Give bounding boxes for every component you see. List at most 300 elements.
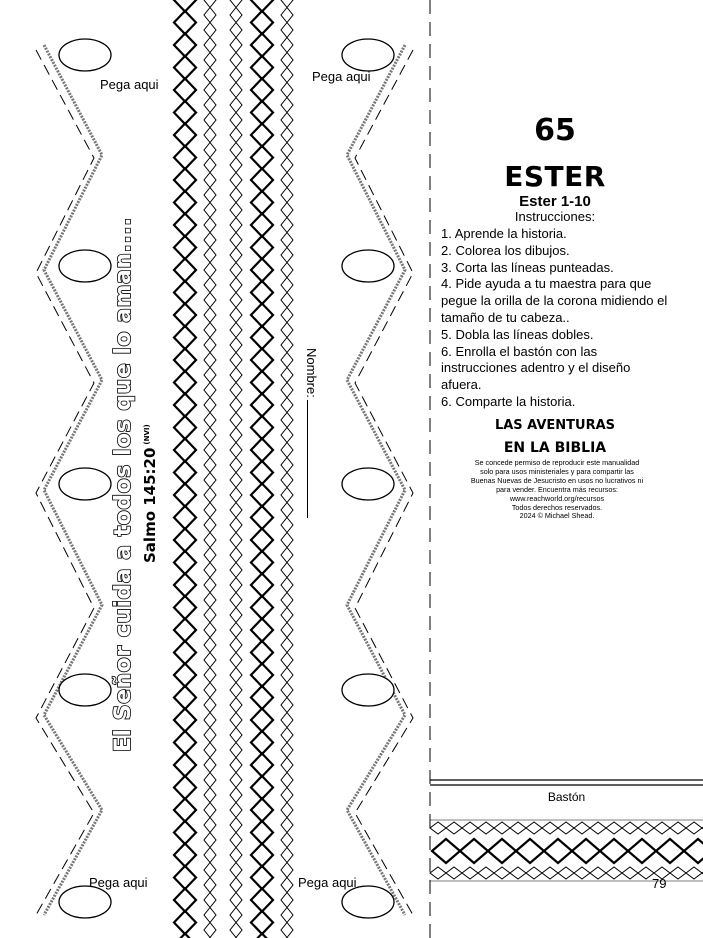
border-diamond [281, 773, 293, 788]
border-diamond [446, 822, 462, 834]
border-diamond [686, 822, 702, 834]
border-diamond [204, 893, 216, 908]
border-diamond [230, 188, 242, 203]
border-diamond [204, 203, 216, 218]
staff-label: Bastón [547, 790, 586, 804]
border-diamond [204, 143, 216, 158]
border-diamond [251, 686, 273, 709]
border-diamond [251, 641, 273, 664]
border-diamond [230, 563, 242, 578]
crown-border-small [281, 0, 293, 938]
border-diamond [251, 461, 273, 484]
border-diamond [174, 146, 196, 169]
glue-oval [342, 674, 394, 706]
border-diamond [281, 398, 293, 413]
border-diamond [204, 713, 216, 728]
border-diamond [230, 143, 242, 158]
border-diamond [204, 113, 216, 128]
border-diamond [281, 833, 293, 848]
border-diamond [204, 608, 216, 623]
border-diamond [590, 867, 606, 879]
border-diamond [462, 867, 478, 879]
permission-line: Se concede permiso de reproducir este manualidad [474, 458, 640, 467]
border-diamond [230, 533, 242, 548]
border-diamond [174, 124, 196, 147]
brand-line-1: LAS AVENTURAS [494, 418, 616, 433]
border-diamond [462, 822, 478, 834]
border-diamond [204, 218, 216, 233]
border-diamond [174, 574, 196, 597]
border-diamond [204, 413, 216, 428]
glue-oval [59, 674, 111, 706]
border-diamond [510, 822, 526, 834]
border-diamond [281, 458, 293, 473]
border-diamond [251, 439, 273, 462]
border-diamond [281, 503, 293, 518]
permission-line: Buenas Nuevas de Jesucristo en usos no lucrativos ni [470, 475, 644, 485]
border-diamond [281, 383, 293, 398]
border-diamond [204, 728, 216, 743]
glue-oval [342, 886, 394, 918]
border-diamond [174, 911, 196, 934]
border-diamond [281, 878, 293, 893]
border-diamond [251, 664, 273, 687]
border-diamond [174, 214, 196, 237]
border-diamond [251, 799, 273, 822]
border-diamond [251, 191, 273, 214]
border-diamond [251, 79, 273, 102]
border-diamond [174, 326, 196, 349]
instruction-item: 5. Dobla las líneas dobles. [441, 326, 594, 342]
border-diamond [204, 443, 216, 458]
border-diamond [204, 788, 216, 803]
border-diamond [204, 23, 216, 38]
border-diamond [251, 709, 273, 732]
border-diamond [230, 308, 242, 323]
border-diamond [230, 353, 242, 368]
border-diamond [230, 293, 242, 308]
border-diamond [174, 731, 196, 754]
border-diamond [542, 867, 558, 879]
border-diamond [230, 908, 242, 923]
border-diamond [230, 383, 242, 398]
border-diamond [204, 398, 216, 413]
border-diamond [230, 98, 242, 113]
border-diamond [204, 353, 216, 368]
border-diamond [281, 653, 293, 668]
border-diamond [432, 839, 460, 863]
border-diamond [204, 8, 216, 23]
border-diamond [670, 867, 686, 879]
border-diamond [590, 822, 606, 834]
border-diamond [281, 308, 293, 323]
border-diamond [281, 563, 293, 578]
border-diamond [686, 867, 702, 879]
border-diamond [204, 743, 216, 758]
crown-border-large [174, 0, 196, 938]
border-diamond [281, 473, 293, 488]
border-diamond [204, 158, 216, 173]
border-diamond [572, 839, 600, 863]
border-diamond [281, 0, 293, 8]
border-diamond [251, 551, 273, 574]
lesson-reference: Ester 1-10 [519, 193, 591, 210]
border-diamond [606, 822, 622, 834]
border-diamond [204, 248, 216, 263]
border-diamond [204, 278, 216, 293]
border-diamond [204, 518, 216, 533]
glue-oval [59, 250, 111, 282]
border-diamond [204, 653, 216, 668]
border-diamond [251, 281, 273, 304]
border-diamond [204, 83, 216, 98]
border-diamond [204, 698, 216, 713]
border-diamond [204, 308, 216, 323]
border-diamond [230, 218, 242, 233]
border-diamond [230, 638, 242, 653]
border-diamond [230, 443, 242, 458]
crown-border-small [204, 0, 216, 938]
border-diamond [281, 278, 293, 293]
border-diamond [281, 683, 293, 698]
border-diamond [281, 353, 293, 368]
permission-line: www.reachworld.org/recursos [509, 493, 605, 503]
border-diamond [251, 146, 273, 169]
border-diamond [281, 263, 293, 278]
instructions-list [441, 226, 673, 411]
border-diamond [174, 664, 196, 687]
name-blank-line[interactable] [307, 400, 308, 518]
border-diamond [558, 822, 574, 834]
border-diamond [174, 776, 196, 799]
border-diamond [204, 503, 216, 518]
border-diamond [174, 709, 196, 732]
border-diamond [251, 371, 273, 394]
border-diamond [281, 113, 293, 128]
glue-oval [342, 39, 394, 71]
border-diamond [281, 428, 293, 443]
verse-ref-text: Salmo 145:20 [141, 447, 159, 563]
instruction-item: 6. Comparte la historia. [441, 393, 576, 409]
border-diamond [281, 848, 293, 863]
border-diamond [174, 34, 196, 57]
border-diamond [281, 368, 293, 383]
border-diamond [174, 416, 196, 439]
border-diamond [251, 326, 273, 349]
border-diamond [251, 236, 273, 259]
border-diamond [281, 548, 293, 563]
border-diamond [670, 822, 686, 834]
border-diamond [654, 822, 670, 834]
border-diamond [230, 278, 242, 293]
border-diamond [281, 743, 293, 758]
border-diamond [478, 867, 494, 879]
border-diamond [281, 248, 293, 263]
border-diamond [174, 11, 196, 34]
border-diamond [251, 506, 273, 529]
border-diamond [230, 8, 242, 23]
border-diamond [204, 908, 216, 923]
border-diamond [230, 818, 242, 833]
permission-notice [444, 459, 670, 521]
border-diamond [251, 529, 273, 552]
border-diamond [230, 803, 242, 818]
border-diamond [204, 0, 216, 8]
border-diamond [430, 867, 446, 879]
border-diamond [251, 416, 273, 439]
border-diamond [281, 533, 293, 548]
border-diamond [230, 458, 242, 473]
border-diamond [251, 866, 273, 889]
crown-border-large [251, 0, 273, 938]
instruction-item: 4. Pide ayuda a tu maestra para que pegue la orilla de la corona midiendo el tamaño de tu cabeza.. [441, 276, 668, 325]
border-diamond [281, 728, 293, 743]
border-diamond [174, 439, 196, 462]
border-diamond [230, 428, 242, 443]
border-diamond [251, 259, 273, 282]
border-diamond [281, 98, 293, 113]
border-diamond [281, 293, 293, 308]
border-diamond [174, 686, 196, 709]
border-diamond [204, 878, 216, 893]
permission-line: 2024 © Michael Shead. [519, 511, 595, 521]
border-diamond [204, 458, 216, 473]
staff-border-small [430, 822, 703, 834]
border-diamond [174, 461, 196, 484]
border-diamond [251, 56, 273, 79]
page-number: 79 [652, 876, 667, 891]
border-diamond [174, 169, 196, 192]
border-diamond [516, 839, 544, 863]
border-diamond [251, 844, 273, 867]
border-diamond [281, 608, 293, 623]
border-diamond [251, 889, 273, 912]
border-diamond [230, 578, 242, 593]
border-diamond [230, 713, 242, 728]
border-diamond [281, 188, 293, 203]
border-diamond [606, 867, 622, 879]
border-diamond [204, 263, 216, 278]
border-diamond [230, 413, 242, 428]
border-diamond [251, 11, 273, 34]
border-diamond [204, 68, 216, 83]
border-diamond [281, 518, 293, 533]
border-diamond [174, 799, 196, 822]
border-diamond [230, 368, 242, 383]
border-diamond [460, 839, 488, 863]
border-diamond [204, 803, 216, 818]
border-diamond [174, 754, 196, 777]
instruction-item: 6. Enrolla el bastón con las instrucciones adentro y el diseño afuera. [441, 343, 631, 393]
border-diamond [251, 34, 273, 57]
border-diamond [281, 623, 293, 638]
border-diamond [281, 338, 293, 353]
border-diamond [281, 8, 293, 23]
border-diamond [281, 488, 293, 503]
border-diamond [174, 371, 196, 394]
border-diamond [251, 484, 273, 507]
border-diamond [251, 124, 273, 147]
border-diamond [281, 713, 293, 728]
border-diamond [230, 593, 242, 608]
border-diamond [230, 248, 242, 263]
border-diamond [230, 848, 242, 863]
border-diamond [204, 923, 216, 938]
border-diamond [204, 293, 216, 308]
border-diamond [174, 79, 196, 102]
border-diamond [174, 866, 196, 889]
border-diamond [174, 596, 196, 619]
border-diamond [230, 548, 242, 563]
border-diamond [204, 773, 216, 788]
border-diamond [230, 0, 242, 8]
border-diamond [204, 173, 216, 188]
verse-version: (NVI) [143, 424, 151, 445]
border-diamond [174, 259, 196, 282]
border-diamond [174, 281, 196, 304]
border-diamond [204, 833, 216, 848]
border-diamond [204, 818, 216, 833]
instructions-title: Instrucciones: [514, 209, 596, 224]
border-diamond [230, 68, 242, 83]
border-diamond [628, 839, 656, 863]
border-diamond [251, 911, 273, 934]
border-diamond [174, 506, 196, 529]
border-diamond [230, 203, 242, 218]
border-diamond [488, 839, 516, 863]
border-diamond [204, 548, 216, 563]
border-diamond [230, 623, 242, 638]
border-diamond [281, 923, 293, 938]
border-diamond [281, 788, 293, 803]
border-diamond [526, 822, 542, 834]
border-diamond [174, 349, 196, 372]
brand-line-2: EN LA BIBLIA [503, 440, 607, 456]
name-label: Nombre: [304, 348, 319, 398]
border-diamond [281, 143, 293, 158]
border-diamond [510, 867, 526, 879]
border-diamond [230, 53, 242, 68]
border-diamond [204, 128, 216, 143]
glue-label: Pega aqui [312, 69, 371, 84]
border-diamond [281, 578, 293, 593]
border-diamond [430, 822, 446, 834]
border-diamond [204, 563, 216, 578]
border-diamond [281, 128, 293, 143]
instruction-item: 2. Colorea los dibujos. [441, 242, 570, 258]
border-diamond [622, 867, 638, 879]
lesson-title: ESTER [504, 160, 606, 193]
permission-line: para vender. Encuentra más recursos: [496, 484, 618, 494]
border-diamond [526, 867, 542, 879]
border-diamond [174, 551, 196, 574]
border-diamond [174, 394, 196, 417]
border-diamond [281, 443, 293, 458]
border-diamond [446, 867, 462, 879]
border-diamond [251, 731, 273, 754]
border-diamond [281, 38, 293, 53]
staff-border-large [432, 839, 703, 863]
border-diamond [230, 758, 242, 773]
border-diamond [204, 488, 216, 503]
border-diamond [281, 53, 293, 68]
border-diamond [204, 233, 216, 248]
border-diamond [251, 214, 273, 237]
border-diamond [204, 368, 216, 383]
border-diamond [542, 822, 558, 834]
border-diamond [281, 233, 293, 248]
border-diamond [251, 101, 273, 124]
border-diamond [204, 383, 216, 398]
border-diamond [494, 867, 510, 879]
border-diamond [622, 822, 638, 834]
border-diamond [204, 38, 216, 53]
border-diamond [251, 596, 273, 619]
border-diamond [230, 263, 242, 278]
border-diamond [574, 822, 590, 834]
border-diamond [494, 822, 510, 834]
border-diamond [251, 776, 273, 799]
border-diamond [204, 188, 216, 203]
border-diamond [174, 191, 196, 214]
border-diamond [281, 638, 293, 653]
border-diamond [174, 56, 196, 79]
border-diamond [281, 218, 293, 233]
border-diamond [204, 848, 216, 863]
border-diamond [251, 619, 273, 642]
border-diamond [174, 821, 196, 844]
border-diamond [204, 53, 216, 68]
border-diamond [251, 934, 273, 938]
border-diamond [230, 128, 242, 143]
border-diamond [204, 638, 216, 653]
border-diamond [230, 233, 242, 248]
border-diamond [230, 113, 242, 128]
border-diamond [230, 893, 242, 908]
border-diamond [281, 68, 293, 83]
border-diamond [230, 518, 242, 533]
border-diamond [230, 668, 242, 683]
glue-oval [59, 39, 111, 71]
glue-oval [59, 468, 111, 500]
glue-label: Pega aqui [89, 875, 148, 890]
border-diamond [230, 653, 242, 668]
border-diamond [230, 698, 242, 713]
border-diamond [204, 593, 216, 608]
border-diamond [230, 863, 242, 878]
crown-border-small [230, 0, 242, 938]
border-diamond [230, 833, 242, 848]
name-field[interactable] [304, 348, 319, 518]
border-diamond [281, 83, 293, 98]
border-diamond [174, 101, 196, 124]
glue-oval [342, 250, 394, 282]
border-diamond [204, 323, 216, 338]
border-diamond [204, 758, 216, 773]
border-diamond [204, 683, 216, 698]
border-diamond [230, 923, 242, 938]
border-diamond [281, 158, 293, 173]
instruction-item: 3. Corta las líneas punteadas. [441, 259, 614, 275]
border-diamond [230, 743, 242, 758]
border-diamond [204, 428, 216, 443]
border-diamond [251, 169, 273, 192]
border-diamond [230, 503, 242, 518]
border-diamond [251, 574, 273, 597]
border-diamond [281, 863, 293, 878]
border-diamond [230, 23, 242, 38]
border-diamond [281, 593, 293, 608]
